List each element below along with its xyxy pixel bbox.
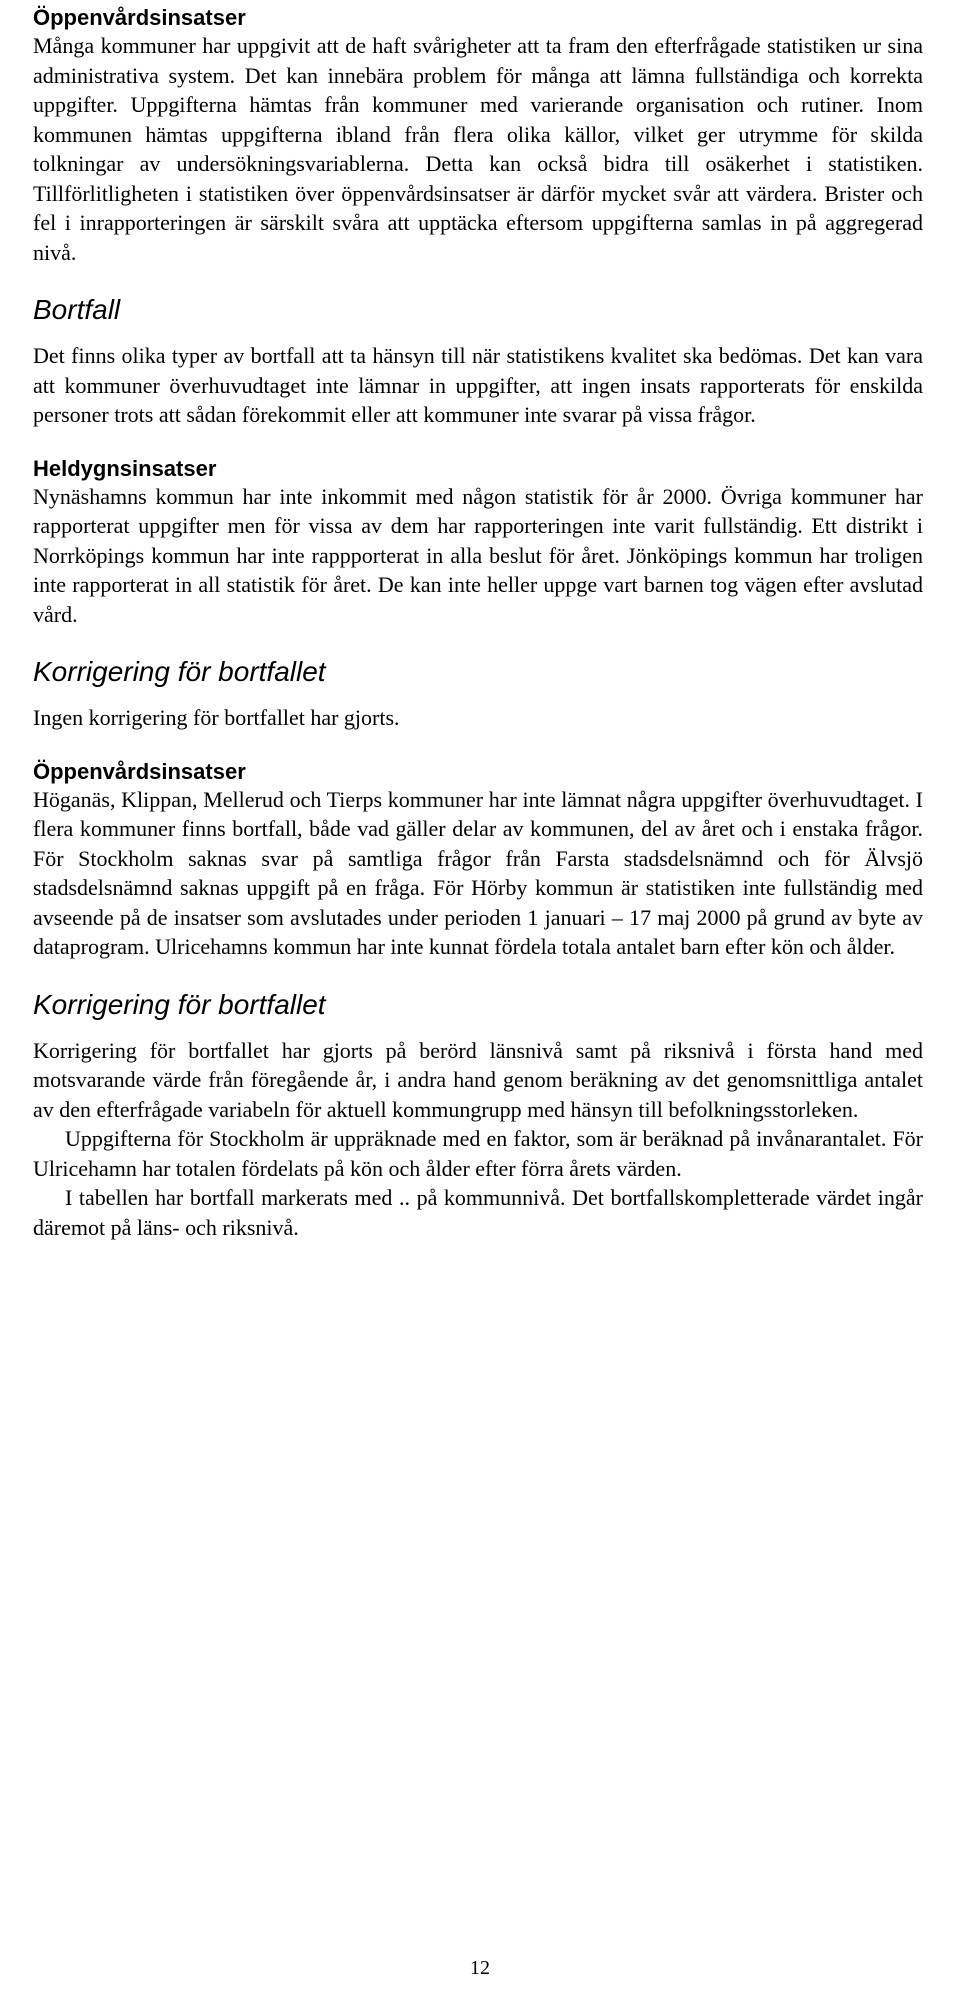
- section-paragraph: Korrigering för bortfallet har gjorts på berörd länsnivå samt på riksnivå i första hand med motsvarande värde från föregående år, i andra hand genom beräkning av det genomsnittliga antalet av den efterfrågade variabeln för aktuell kommungrupp med hänsyn till befolkningsstorleken.: [33, 1037, 923, 1122]
- section-korrigering-1: [33, 655, 923, 733]
- section-heading: Bortfall: [33, 294, 121, 325]
- section-paragraph: Det finns olika typer av bortfall att ta hänsyn till när statistikens kvalitet ska bedömas. Det kan vara att kommuner överhuvudtaget inte lämnar in uppgifter, att ingen insats rapporterats för enskilda personer trots att sådan förekommit eller att kommuner inte svarar på vissa frågor.: [33, 343, 923, 427]
- section-heading: Öppenvårdsinsatser: [33, 758, 246, 784]
- section-heldygn: [33, 456, 923, 630]
- document-page: [33, 0, 923, 1242]
- section-paragraph: Många kommuner har uppgivit att de haft svårigheter att ta fram den efterfrågade statistiken ur sina administrativa system. Det kan innebära problem för många att lämna fullständiga och korrekta uppgifter. Uppgifterna hämtas från kommuner med varierande organisation och rutiner. Inom kommunen hämtas uppgifterna ibland från flera olika källor, vilket ger utrymme för skilda tolkningar av undersökningsvariablerna. Detta kan också bidra till osäkerhet i statistiken. Tillförlitligheten i statistiken över öppenvårdsinsatser är därför mycket svår att värdera. Brister och fel i inrapporteringen är särskilt svåra att upptäcka eftersom uppgifterna samlas in på aggregerad nivå.: [33, 33, 923, 265]
- section-paragraph: Nynäshamns kommun har inte inkommit med någon statistik för år 2000. Övriga kommuner har rapporterat uppgifter men för vissa av dem har rapporteringen inte varit fullständig. Ett distrikt i Norrköpings kommun har inte rappporterat in alla beslut för året. Jönköpings kommun har troligen inte rapporterat in all statistik för året. De kan inte heller uppge vart barnen tog vägen efter avslutad vård.: [33, 483, 923, 627]
- section-oppenvard-problems: [33, 0, 923, 267]
- section-heading: Öppenvårdsinsatser: [33, 5, 246, 30]
- section-paragraph: Höganäs, Klippan, Mellerud och Tierps kommuner har inte lämnat några uppgifter överhuvudtaget. I flera kommuner finns bortfall, både vad gäller delar av kommunen, del av året och i enstaka frågor. För Stockholm saknas svar på samtliga frågor från Farsta stadsdelsnämnd och för Älvsjö stadsdelsnämnd saknas uppgift på en fråga. För Hörby kommun är statistiken inte fullständig med avseende på de insatser som avslutades under perioden 1 januari – 17 maj 2000 på grund av byte av dataprogram. Ulricehamns kommun har inte kunnat fördela totala antalet barn efter kön och ålder.: [33, 786, 923, 959]
- page-number: 12: [470, 1957, 490, 1979]
- section-oppenvard-bortfall: [33, 759, 923, 962]
- section-paragraph: Ingen korrigering för bortfallet har gjorts.: [33, 705, 400, 730]
- section-heading: Korrigering för bortfallet: [33, 988, 326, 1020]
- section-bortfall: [33, 293, 923, 430]
- section-heading: Korrigering för bortfallet: [33, 656, 326, 687]
- section-paragraph: Uppgifterna för Stockholm är uppräknade med en faktor, som är beräknad på invånarantalet. För Ulricehamn har totalen fördelats på kön och ålder efter förra årets värden.: [33, 1126, 923, 1181]
- section-heading: Heldygnsinsatser: [33, 455, 217, 481]
- section-korrigering-2: [33, 988, 923, 1243]
- section-paragraph: I tabellen har bortfall markerats med .. på kommunnivå. Det bortfallskompletterade värdet ingår däremot på läns- och riksnivå.: [33, 1185, 923, 1240]
